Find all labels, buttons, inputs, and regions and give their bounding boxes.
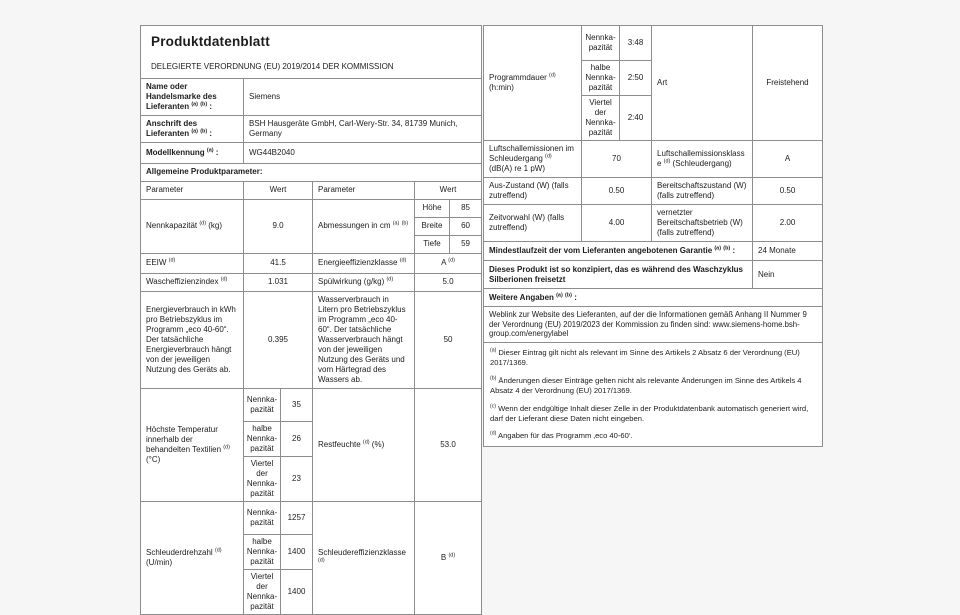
guarantee-label: Mindestlaufzeit der vom Lieferanten angebotenen Garantie $^{(a)}$ $^{(b)}$ : [484, 242, 753, 261]
duration-nominal-capacity-label: Nennka-pazität [582, 26, 620, 61]
noise-class-label: Luftschallemissionsklasse $^{(d)}$ (Schleudergang) [652, 141, 753, 178]
standby-label: Bereitschaftszustand (W) (falls zutreffend) [652, 178, 753, 205]
duration-nominal-capacity-value: 3:48 [620, 26, 652, 61]
remaining-moisture-label: Restfeuchte $^{(d)}$ (%) [313, 388, 415, 501]
spin-half-capacity-label: halbe Nennka-pazität [244, 534, 281, 569]
temp-half-capacity-value: 26 [281, 421, 313, 456]
remaining-moisture-value: 53.0 [415, 388, 482, 501]
page-title: Produktdatenblatt [151, 34, 270, 49]
noise-class-value: A [753, 141, 823, 178]
rated-capacity-label: Nennkapazität $^{(d)}$ (kg) [141, 199, 244, 253]
rinsing-label: Spülwirkung (g/kg) $^{(d)}$ [313, 273, 415, 291]
footnotes-cell [484, 343, 823, 447]
guarantee-value: 24 Monate [753, 242, 823, 261]
washing-efficiency-value: 1.031 [244, 273, 313, 291]
supplier-address-value: BSH Hausgeräte GmbH, Carl-Wery-Str. 34, 81739 Munich, Germany [244, 115, 482, 142]
water-consumption-label: Wasserverbrauch in Litern pro Betriebszyklus im Programm „eco 40-60“. Der tatsächliche Wasserverbrauch hängt von der jeweiligen Nutzung des Geräts und vom Härtegrad des Wassers ab. [313, 291, 415, 388]
dimensions-label: Abmessungen in cm $^{(a)}$ $^{(b)}$ [313, 199, 415, 253]
spin-nominal-capacity-label: Nennka-pazität [244, 501, 281, 534]
delay-start-value: 4.00 [582, 205, 652, 242]
off-mode-label: Aus-Zustand (W) (falls zutreffend) [484, 178, 582, 205]
dimension-width-value: 60 [450, 217, 482, 235]
spin-quarter-capacity-value: 1400 [281, 569, 313, 614]
eeiw-value: 41.5 [244, 253, 313, 273]
rinsing-value: 5.0 [415, 273, 482, 291]
footnote-c: $^{(c)}$ Wenn der endgültige Inhalt dieser Zelle in der Produktdatenbank automatisch generiert wird, darf der Lieferant diese Daten nicht eingeben. [490, 403, 809, 423]
dimension-height-value: 85 [450, 199, 482, 217]
dimension-depth-value: 59 [450, 235, 482, 253]
title-block [141, 26, 482, 79]
temp-quarter-capacity-label: Viertel der Nennka-pazität [244, 456, 281, 501]
supplier-weblink-text: Weblink zur Website des Lieferanten, auf der die Informationen gemäß Anhang II Nummer 9 der Verordnung (EU) 2019/2023 der Kommission zu finden sind: www.siemens-home.bsh-group.com/energylabel [484, 307, 823, 343]
duration-quarter-capacity-label: Viertel der Nennka-pazität [582, 96, 620, 141]
standby-value: 0.50 [753, 178, 823, 205]
footnote-a: $^{(a)}$ Dieser Eintrag gilt nicht als relevant im Sinne des Artikels 2 Absatz 6 der Verordnung (EU) 2017/1369. [490, 347, 800, 368]
programme-duration-label: Programmdauer $^{(d)}$ (h:min) [484, 26, 582, 141]
temp-nominal-capacity-label: Nennka-pazität [244, 388, 281, 421]
duration-half-capacity-label: halbe Nennka-pazität [582, 61, 620, 96]
general-parameters-header: Allgemeine Produktparameter: [141, 163, 482, 181]
type-label: Art [652, 26, 753, 141]
off-mode-value: 0.50 [582, 178, 652, 205]
spin-speed-label: Schleuderdrehzahl $^{(d)}$ (U/min) [141, 501, 244, 614]
footnote-d: $^{(d)}$ Angaben für das Programm ‚eco 40-60‘. [490, 430, 633, 441]
dimension-width-label: Breite [415, 217, 450, 235]
duration-half-capacity-value: 2:50 [620, 61, 652, 96]
spin-efficiency-class-value: B $^{(d)}$ [415, 501, 482, 614]
col-header-wert-1: Wert [244, 181, 313, 199]
silver-ions-value: Nein [753, 261, 823, 289]
networked-standby-value: 2.00 [753, 205, 823, 242]
energy-class-label: Energieeffizienzklasse $^{(d)}$ [313, 253, 415, 273]
additional-info-header: Weitere Angaben $^{(a)}$ $^{(b)}$ : [484, 289, 823, 307]
temp-half-capacity-label: halbe Nennka-pazität [244, 421, 281, 456]
networked-standby-label: vernetzter Bereitschaftsbetrieb (W) (falls zutreffend) [652, 205, 753, 242]
model-id-value: WG44B2040 [244, 142, 482, 163]
temp-nominal-capacity-value: 35 [281, 388, 313, 421]
noise-emission-label: Luftschallemissionen im Schleudergang $^{(d)}$ (dB(A) re 1 pW) [484, 141, 582, 178]
supplier-name-label: Name oder Handelsmarke des Lieferanten $^{(a)}$ $^{(b)}$ : [141, 78, 244, 115]
supplier-address-label: Anschrift des Lieferanten $^{(a)}$ $^{(b)}$ : [141, 115, 244, 142]
energy-consumption-label: Energieverbrauch in kWh pro Betriebszyklus im Programm „eco 40-60“. Der tatsächliche Energieverbrauch hängt von der jeweiligen Nutzung des Geräts ab. [141, 291, 244, 388]
spin-half-capacity-value: 1400 [281, 534, 313, 569]
col-header-parameter-2: Parameter [313, 181, 415, 199]
model-id-label: Modellkennung $^{(a)}$ : [141, 142, 244, 163]
washing-efficiency-label: Wascheffizienzindex $^{(d)}$ [141, 273, 244, 291]
supplier-name-value: Siemens [244, 78, 482, 115]
energy-class-value: A $^{(d)}$ [415, 253, 482, 273]
col-header-parameter-1: Parameter [141, 181, 244, 199]
energy-consumption-value: 0.395 [244, 291, 313, 388]
delay-start-label: Zeitvorwahl (W) (falls zutreffend) [484, 205, 582, 242]
noise-emission-value: 70 [582, 141, 652, 178]
left-table [140, 25, 482, 615]
regulation-subtitle: DELEGIERTE VERORDNUNG (EU) 2019/2014 DER KOMMISSION [151, 61, 394, 71]
spin-efficiency-class-label: Schleudereffizienzklasse $^{(d)}$ [313, 501, 415, 614]
spin-nominal-capacity-value: 1257 [281, 501, 313, 534]
temp-quarter-capacity-value: 23 [281, 456, 313, 501]
spin-quarter-capacity-label: Viertel der Nennka-pazität [244, 569, 281, 614]
type-value: Freistehend [753, 26, 823, 141]
water-consumption-value: 50 [415, 291, 482, 388]
silver-ions-label: Dieses Produkt ist so konzipiert, das es während des Waschzyklus Silberionen freisetzt [484, 261, 753, 289]
col-header-wert-2: Wert [415, 181, 482, 199]
eeiw-label: EEIW $^{(d)}$ [141, 253, 244, 273]
max-temperature-label: Höchste Temperatur innerhalb der behandelten Textilien $^{(d)}$ (°C) [141, 388, 244, 501]
footnote-b: $^{(b)}$ Änderungen dieser Einträge gelten nicht als relevante Änderungen im Sinne des Artikels 4 Absatz 4 der Verordnung (EU) 2017/1369. [490, 375, 802, 395]
dimension-depth-label: Tiefe [415, 235, 450, 253]
dimension-height-label: Höhe [415, 199, 450, 217]
right-table [483, 25, 823, 447]
duration-quarter-capacity-value: 2:40 [620, 96, 652, 141]
rated-capacity-value: 9.0 [244, 199, 313, 253]
